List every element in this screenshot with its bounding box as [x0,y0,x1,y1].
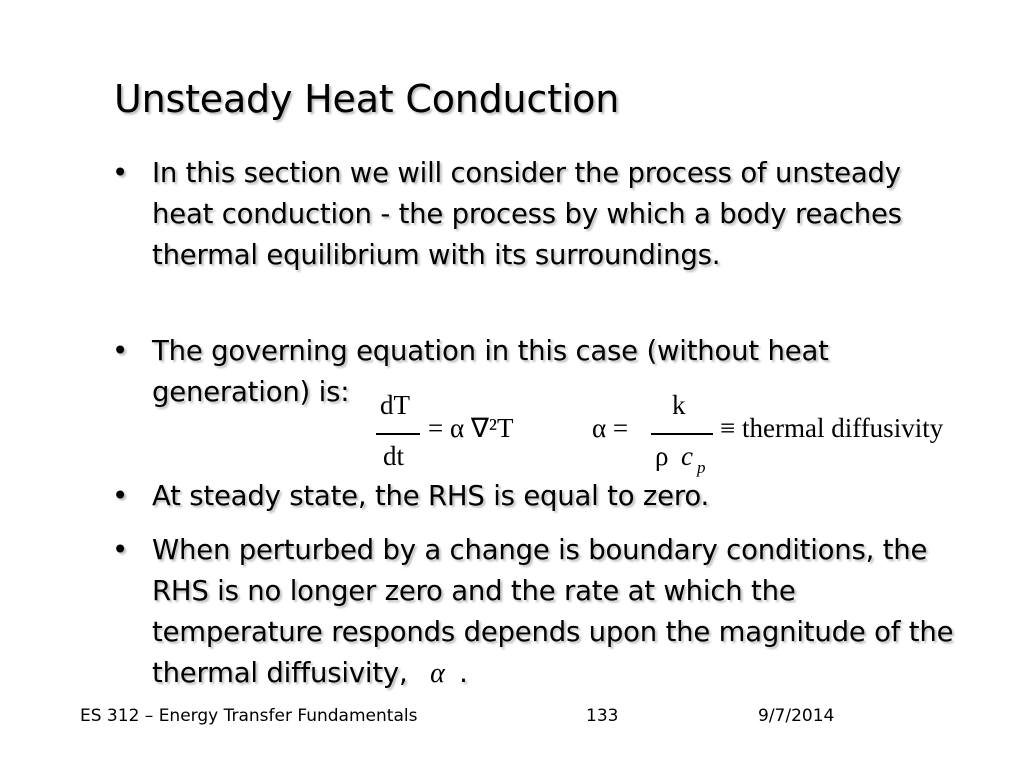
footer-course: ES 312 – Energy Transfer Fundamentals [80,706,418,726]
diffusivity-subscript: p [697,458,706,477]
equation-lhs-fraction-bar [376,433,420,435]
bullet-marker: • [112,157,129,189]
diffusivity-definition: ≡ thermal diffusivity [720,413,944,443]
diffusivity-numerator: k [672,390,686,420]
diffusivity-fraction-bar [651,433,713,435]
equation-lhs-denominator: dt [383,441,405,471]
bullet-marker: • [112,534,129,566]
equation-rhs: = α ∇²T [428,413,514,443]
bullet-3-text: At steady state, the RHS is equal to zero. [152,480,710,512]
bullet-1-text: In this section we will consider the process of unsteady heat conduction - the process by which a body reaches thermal equilibrium with its surroundings. [152,157,902,271]
bullet-4-text: When perturbed by a change is boundary conditions, the RHS is no longer zero and the rate at which the temperature responds depends upon the magnitude of the thermal diffusivity, [152,534,954,689]
footer-date: 9/7/2014 [758,706,835,726]
footer-page-number: 133 [586,706,619,726]
bullet-4-content [152,530,957,694]
diffusivity-c: c [681,441,693,471]
slide-title: Unsteady Heat Conduction [114,77,620,121]
diffusivity-lhs: α = [592,413,629,443]
diffusivity-rho: ρ [655,441,669,471]
bullet-marker: • [112,480,129,512]
alpha-symbol: α [430,658,445,689]
bullet-marker: • [112,335,129,367]
bullet-2-text: The governing equation in this case (without heat generation) is: [152,335,829,408]
bullet-4-period: . [459,657,468,689]
equation-lhs-numerator: dT [380,390,410,420]
